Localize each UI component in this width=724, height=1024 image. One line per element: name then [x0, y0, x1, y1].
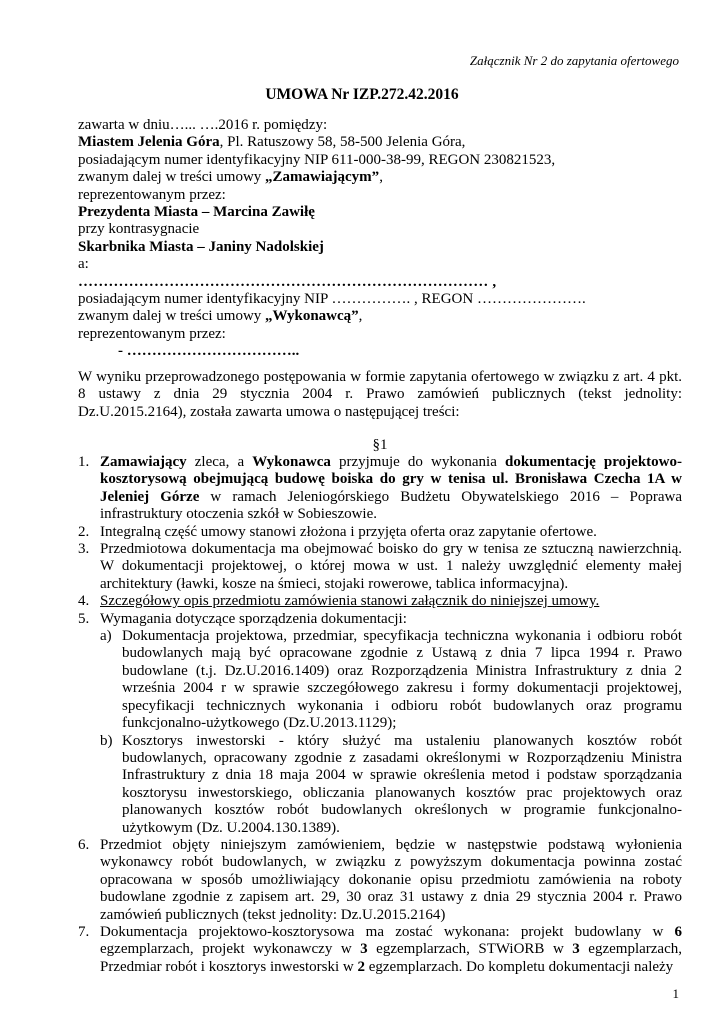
contractor-called-post: ,	[358, 308, 363, 325]
list-item-7	[78, 924, 682, 976]
city-name: Miastem Jelenia Góra	[78, 134, 220, 151]
item-text: Przedmiot objęty niniejszym zamówieniem, będzie w następstwie podstawą wyłonienia wykonawcy robót budowlanych, w związku z powyższym dokumentacja powinna zostać opracowana w sposób umożliwiający dokonanie opisu przedmiotu zamówienia na roboty budowlane zgodnie z zapisem art. 29, 30 oraz 31 ustawy z dnia 29 stycznia 2004 r. Prawo zamówień publicznych (tekst jednolity: Dz.U.2015.2164)	[100, 836, 682, 923]
item-text: Dokumentacja projektowo-kosztorysowa ma zostać wykonana: projekt budowlany w	[100, 923, 675, 940]
contractor-represented-line: reprezentowanym przez:	[78, 325, 226, 342]
city-line	[78, 134, 682, 151]
countersign-line: przy kontrasygnacie	[78, 221, 200, 238]
list-item-3	[78, 541, 682, 593]
parties-block	[78, 117, 682, 361]
item-number: 1.	[78, 454, 90, 470]
item-text: zleca, a	[186, 454, 253, 470]
list-item-1	[78, 454, 682, 524]
item-number: 5.	[78, 610, 90, 627]
item-number: 7.	[78, 923, 90, 940]
contractor-called-line	[78, 308, 682, 325]
city-address: , Pl. Ratuszowy 58, 58-500 Jelenia Góra,	[219, 134, 466, 151]
page-number: 1	[672, 986, 679, 1001]
list-item-4	[78, 593, 682, 610]
copies-count: 3	[360, 941, 368, 958]
item-text: Przedmiotowa dokumentacja ma obejmować boisko do gry w tenisa ze sztuczną nawierzchnią. W dokumentacji projektowej, o której mowa w ust. 1 należy uwzględnić elementy małej architektury (ławki, kosze na śmieci, stojaki rowerowe, tablica informacyjna).	[100, 541, 682, 592]
item-text: egzemplarzach, projekt wykonawczy w	[100, 941, 361, 958]
list-item-2	[78, 524, 682, 541]
and-line: a:	[78, 256, 89, 273]
ordering-party-ref: Zamawiający	[100, 454, 187, 470]
item-number: 4.	[78, 593, 90, 610]
president-line: Prezydenta Miasta – Marcina Zawiłę	[78, 204, 315, 221]
ordering-party-term: „Zamawiającym”	[265, 169, 380, 186]
item-text: egzemplarzach, STWiORB w	[367, 941, 573, 958]
treasurer-line: Skarbnika Miasta – Janiny Nadolskiej	[78, 238, 324, 255]
represented-line: reprezentowanym przez:	[78, 186, 226, 203]
list-item-5	[78, 611, 682, 837]
contractor-called-pre: zwanym dalej w treści umowy	[78, 308, 266, 325]
section-heading: §1	[372, 437, 388, 453]
subitem-b	[100, 733, 682, 837]
city-nip-line: posiadającym numer identyfikacyjny NIP 611-000-38-99, REGON 230821523,	[78, 151, 556, 168]
contractor-representative-placeholder: - ……………………………..	[118, 343, 300, 360]
item-text: w ramach Jeleniogórskiego Budżetu Obywatelskiego 2016 – Poprawa infrastruktury otoczenia szkół w Sobieszowie.	[100, 488, 682, 523]
contract-title: UMOWA Nr IZP.272.42.2016	[265, 86, 459, 103]
attachment-note: Załącznik Nr 2 do zapytania ofertowego	[469, 53, 679, 68]
contractor-name-placeholder: ……………………………………………………………………… ,	[78, 273, 497, 290]
subitem-text: Kosztorys inwestorski - który służyć ma ustaleniu planowanych kosztów robót budowlanych, opracowany zgodnie z zasadami określonymi w Rozporządzeniu Ministra Infrastruktury z dnia 18 maja 2004 w sprawie określenia metod i podstaw sporządzania kosztorysu inwestorskiego, obliczania planowanych kosztów prac projektowych oraz planowanych kosztów robót budowlanych określonych w programie funkcjonalno-użytkowym (Dz. U.2004.130.1389).	[122, 732, 682, 836]
copies-count: 3	[572, 941, 580, 958]
copies-count: 2	[357, 958, 365, 975]
called-post: ,	[379, 169, 383, 186]
item-number: 6.	[78, 836, 90, 853]
subitem-a	[100, 628, 682, 732]
item-text: przyjmuje do wykonania	[330, 454, 505, 470]
contractor-term: „Wykonawcą”	[265, 308, 359, 325]
item-text: egzemplarzach, Przedmiar robót i kosztorys inwestorski w	[100, 941, 682, 975]
item-text: Wymagania dotyczące sporządzenia dokumentacji:	[100, 610, 407, 627]
copies-count: 6	[674, 923, 682, 940]
item-number: 3.	[78, 541, 90, 558]
intro-paragraph: W wyniku przeprowadzonego postępowania w formie zapytania ofertowego w związku z art. 4 pkt. 8 ustawy z dnia 29 stycznia 2004 r. Prawo zamówień publicznych (tekst jednolity: Dz.U.2015.2164), została zawarta umowa o następującej treści:	[78, 369, 682, 420]
subitem-letter: a)	[100, 628, 112, 645]
item-text: Integralną część umowy stanowi złożona i przyjęta oferta oraz zapytanie ofertowe.	[100, 523, 597, 540]
item-text-underlined: Szczegółowy opis przedmiotu zamówienia stanowi załącznik do niniejszej umowy.	[100, 593, 600, 610]
subitem-text: Dokumentacja projektowa, przedmiar, specyfikacja techniczna wykonania i odbioru robót budowlanych mają być opracowane zgodnie z Ustawą z dnia 7 lipca 1994 r. Prawo budowlane (t.j. Dz.U.2016.1409) oraz Rozporządzenia Ministra Infrastruktury z dnia 2 września 2004 r w sprawie szczegółowego zakresu i formy dokumentacji projektowej, specyfikacji technicznych wykonania i odbioru robót budowlanych oraz programu funkcjonalno-użytkowego (Dz.U.2013.1129);	[122, 628, 682, 732]
concluded-line: zawarta w dniu…... ….2016 r. pomiędzy:	[78, 117, 328, 133]
called-pre: zwanym dalej w treści umowy	[78, 169, 266, 186]
subject-of-contract: dokumentację projektowo-kosztorysową obejmującą budowę boiska do gry w tenisa ul. Bronisława Czecha 1A w Jeleniej Górze	[100, 454, 682, 505]
contractor-nip-line: posiadającym numer identyfikacyjny NIP ……………. , REGON ………………….	[78, 291, 586, 308]
section-list	[78, 454, 682, 976]
ordering-party-line	[78, 169, 682, 186]
subitem-letter: b)	[100, 732, 113, 749]
item-number: 2.	[78, 523, 90, 540]
contractor-ref: Wykonawca	[252, 454, 331, 470]
list-item-6	[78, 837, 682, 924]
item-text: egzemplarzach. Do kompletu dokumentacji należy	[364, 958, 674, 975]
